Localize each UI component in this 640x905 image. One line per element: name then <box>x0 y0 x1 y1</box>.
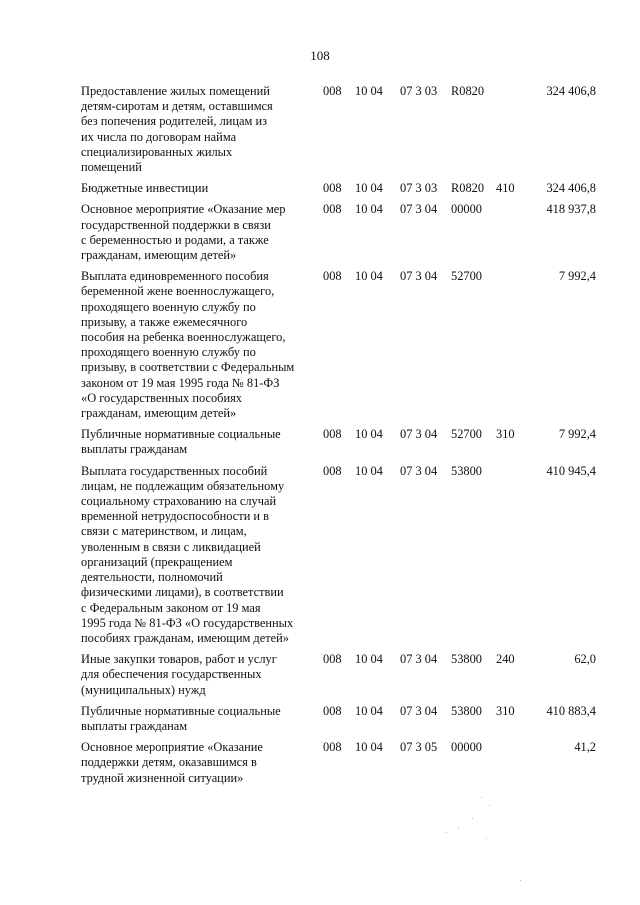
scan-speck <box>489 805 490 806</box>
row-description: Выплата единовременного пособия беременной жене военнослужащего, проходящего военную службу по призыву, а также ежемесячного пособия на ребенка военнослужащего, проходящего военную службу по призыву, в соответствии с Федеральным законом от 19 мая 1995 года № 81-ФЗ «О государственных пособиях гражданам, имеющим детей» <box>81 269 295 421</box>
program-item-code: 52700 <box>451 269 482 284</box>
section-code: 10 04 <box>355 181 383 196</box>
section-code: 10 04 <box>355 740 383 755</box>
program-item-code: 00000 <box>451 202 482 217</box>
expense-type-code: 310 <box>496 427 515 442</box>
table-row <box>0 202 640 263</box>
amount: 410 945,4 <box>546 463 596 478</box>
row-description: Предоставление жилых помещений детям-сиротам и детям, оставшимся без попечения родителей, лицам из их числа по договорам найма специализированных жилых помещений <box>81 84 273 175</box>
row-description: Основное мероприятие «Оказание поддержки детям, оказавшимся в трудной жизненной ситуации» <box>81 740 263 785</box>
amount: 7 992,4 <box>558 269 596 284</box>
expense-type-code: 410 <box>496 181 515 196</box>
section-code: 10 04 <box>355 427 383 442</box>
ministry-code: 008 <box>323 703 342 718</box>
program-item-code: 52700 <box>451 427 482 442</box>
program-code: 07 3 03 <box>400 84 438 98</box>
row-description: Публичные нормативные социальные выплаты гражданам <box>81 703 281 733</box>
page-number: 108 <box>310 48 330 63</box>
amount: 410 883,4 <box>546 703 596 718</box>
program-item-code: 53800 <box>451 652 482 667</box>
budget-table <box>0 84 640 792</box>
ministry-code: 008 <box>323 463 342 478</box>
table-row <box>0 464 640 646</box>
row-description: Бюджетные инвестиции <box>81 181 209 196</box>
section-code: 10 04 <box>355 202 383 217</box>
program-code: 07 3 04 <box>400 269 438 284</box>
table-row <box>0 269 640 421</box>
amount: 324 406,8 <box>546 181 596 196</box>
scan-speck <box>481 797 482 798</box>
scan-speck <box>486 838 487 839</box>
section-code: 10 04 <box>355 703 383 718</box>
section-code: 10 04 <box>355 463 383 478</box>
ministry-code: 008 <box>323 84 342 98</box>
program-code: 07 3 04 <box>400 202 438 217</box>
table-row <box>0 427 640 457</box>
program-item-code: 53800 <box>451 463 482 478</box>
section-code: 10 04 <box>355 269 383 284</box>
section-code: 10 04 <box>355 84 383 98</box>
table-row <box>0 181 640 196</box>
row-description: Выплата государственных пособий лицам, не подлежащим обязательному социальному страхованию на случай временной нетрудоспособности и в связи с материнством, и лицам, уволенным в связи с ликвидацией организаций (прекращением деятельности, полномочий физическими лицами), в соответствии с Федеральным законом от 19 мая 1995 года № 81-ФЗ «О государственных пособиях гражданам, имеющим детей» <box>81 463 294 645</box>
program-code: 07 3 04 <box>400 703 438 718</box>
program-code: 07 3 04 <box>400 427 438 442</box>
ministry-code: 008 <box>323 427 342 442</box>
row-description: Основное мероприятие «Оказание мер государственной поддержки в связи с беременностью и родами, а также гражданам, имеющим детей» <box>81 202 286 263</box>
program-code: 07 3 04 <box>400 463 438 478</box>
ministry-code: 008 <box>323 202 342 217</box>
program-item-code: R0820 <box>451 84 485 98</box>
amount: 418 937,8 <box>546 202 596 217</box>
program-item-code: 00000 <box>451 740 482 755</box>
program-item-code: R0820 <box>451 181 485 196</box>
program-code: 07 3 03 <box>400 181 438 196</box>
scan-speck <box>472 818 473 819</box>
row-description: Публичные нормативные социальные выплаты гражданам <box>81 427 281 457</box>
ministry-code: 008 <box>323 181 342 196</box>
expense-type-code: 310 <box>496 703 515 718</box>
program-code: 07 3 04 <box>400 652 438 667</box>
section-code: 10 04 <box>355 652 383 667</box>
amount: 324 406,8 <box>546 84 596 98</box>
table-row <box>0 84 640 175</box>
amount: 41,2 <box>574 740 596 755</box>
amount: 7 992,4 <box>558 427 596 442</box>
scan-speck <box>446 832 447 833</box>
program-code: 07 3 05 <box>400 740 438 755</box>
program-item-code: 53800 <box>451 703 482 718</box>
scan-speck <box>458 827 459 828</box>
row-description: Иные закупки товаров, работ и услуг для обеспечения государственных (муниципальных) нужд <box>81 652 277 697</box>
scan-speck <box>520 880 521 881</box>
table-row <box>0 704 640 734</box>
ministry-code: 008 <box>323 740 342 755</box>
ministry-code: 008 <box>323 269 342 284</box>
ministry-code: 008 <box>323 652 342 667</box>
table-row <box>0 740 640 786</box>
amount: 62,0 <box>574 652 596 667</box>
expense-type-code: 240 <box>496 652 515 667</box>
table-row <box>0 652 640 698</box>
